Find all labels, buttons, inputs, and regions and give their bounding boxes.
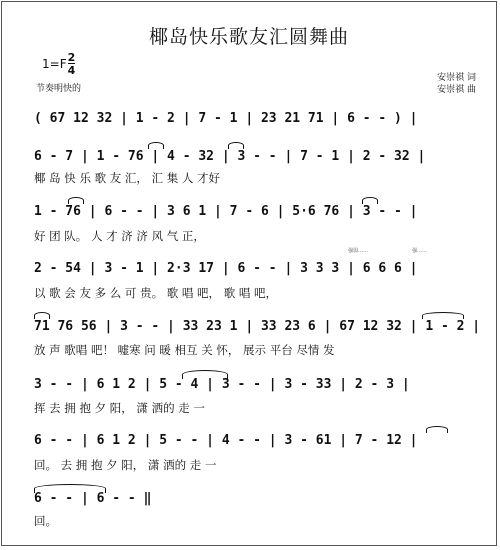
composer-credit: 安崇祺 曲: [437, 85, 476, 95]
notation-row-5: 71 76 56 | 3 - - | 33 23 1 | 33 23 6 | 67 12 32 | 1 - 2 |: [34, 319, 481, 334]
lyric-row-2: 椰 岛 快 乐 歌 友 汇， 汇 集 人 才好: [34, 171, 221, 185]
lyric-row-8: 回。: [34, 514, 57, 528]
time-top: 2: [67, 51, 76, 64]
lyric-row-7: 回。 去 拥 抱 夕 阳， 潇 洒的 走 一: [34, 458, 217, 472]
slur-mark: [426, 426, 448, 433]
score-sheet: [1, 1, 497, 546]
notation-row-4: 2 - 54 | 3 - 1 | 2·3 17 | 6 - - | 3 3 3 | 6 6 6 |: [34, 261, 418, 276]
lyric-row-6: 挥 去 拥 抱 夕 阳， 潇 洒的 走 一: [34, 401, 205, 415]
lyric-row-3: 好 团 队。 人 才 济 济 风 气 正，: [34, 229, 205, 243]
slur-mark: [228, 142, 244, 149]
notation-row-8: 6 - - | 6 - - ‖: [34, 491, 152, 506]
tie-mark: [182, 370, 228, 379]
key-signature: [42, 52, 75, 76]
slur-mark: [68, 197, 84, 204]
slur-mark: [34, 312, 50, 319]
lyricist-credit: 安崇祺 词: [437, 73, 476, 83]
slur-mark: [362, 197, 378, 204]
notation-row-1: ( 67 12 32 | 1 - 2 | 7 - 1 | 23 21 71 | 6 - - ) |: [34, 111, 418, 126]
song-title: 椰岛快乐歌友汇圆舞曲: [148, 26, 349, 48]
performance-mark: 强……: [412, 248, 428, 254]
notation-row-7: 6 - - | 6 1 2 | 5 - - | 4 - - | 3 - 61 | 7 - 12 |: [34, 433, 418, 448]
slur-mark: [422, 312, 464, 319]
lyric-row-4: 以 歌 会 友 多 么 可 贵。 歌 唱 吧， 歌 唱 吧，: [34, 286, 278, 300]
time-signature: [68, 52, 76, 76]
time-bottom: 4: [67, 64, 76, 77]
notation-row-3: 1 - 76 | 6 - - | 3 6 1 | 7 - 6 | 5·6 76 | 3 - - |: [34, 204, 418, 219]
tie-mark: [34, 484, 106, 493]
key-label: 1=F: [42, 57, 67, 71]
slur-mark: [148, 142, 164, 149]
lyric-row-5: 放 声 歌唱 吧！ 嘘寒 问 暖 相互 关 怀， 展示 平台 尽情 发: [34, 343, 335, 357]
performance-mark: 强弱……: [348, 248, 369, 254]
notation-row-6: 3 - - | 6 1 2 | 5 - 4 | 3 - - | 3 - 33 | 2 - 3 |: [34, 377, 410, 392]
notation-row-2: 6 - 7 | 1 - 76 | 4 - 32 | 3 - - | 7 - 1 | 2 - 32 |: [34, 149, 426, 164]
tempo-marking: 节奏明快的: [36, 84, 82, 94]
